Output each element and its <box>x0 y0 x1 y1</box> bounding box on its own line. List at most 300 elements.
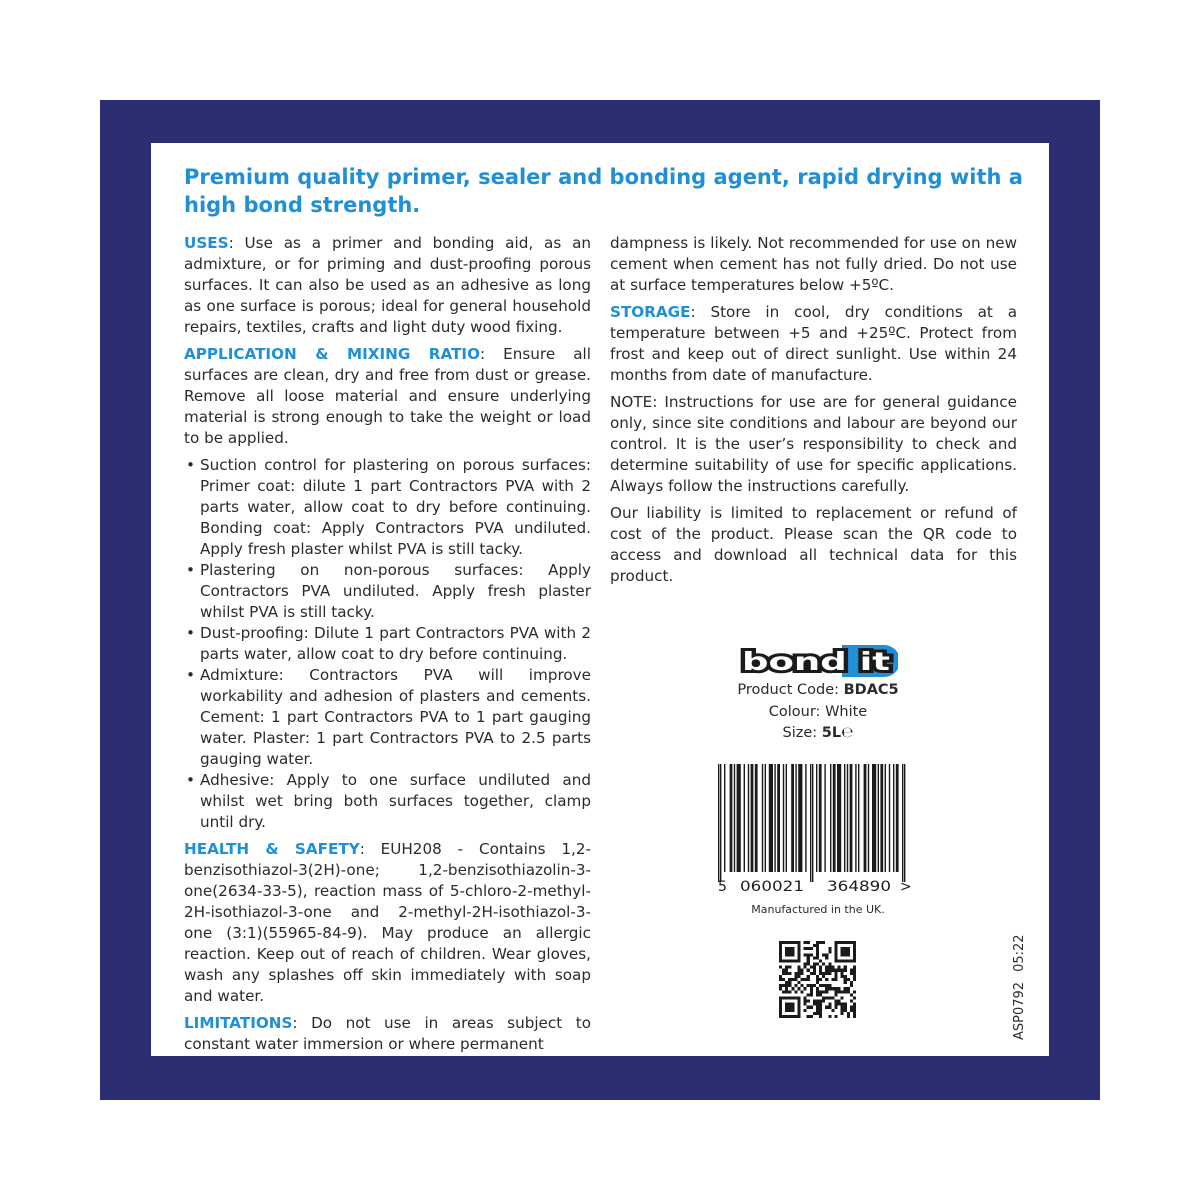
estimated-sign: ℮ <box>841 725 854 741</box>
qr-module <box>834 987 837 990</box>
barcode-bar <box>744 764 745 872</box>
qr-module <box>844 1009 847 1012</box>
qr-finder-module <box>788 1009 791 1012</box>
qr-module <box>834 972 837 975</box>
barcode-bar <box>837 764 841 872</box>
qr-finder-module <box>834 956 837 959</box>
qr-module <box>804 963 807 966</box>
qr-finder-module <box>788 1006 791 1009</box>
qr-finder-module <box>794 941 797 944</box>
qr-module <box>791 978 794 981</box>
qr-module <box>816 941 819 944</box>
qr-module <box>834 978 837 981</box>
qr-finder-module <box>788 950 791 953</box>
barcode-bar <box>850 764 853 872</box>
uses-section <box>184 233 591 338</box>
qr-module <box>850 1009 853 1012</box>
qr-finder-module <box>847 941 850 944</box>
qr-finder-module <box>782 941 785 944</box>
qr-finder-module <box>841 950 844 953</box>
qr-module <box>819 972 822 975</box>
qr-module <box>807 959 810 962</box>
application-label: APPLICATION & MIXING RATIO <box>184 345 480 363</box>
qr-module <box>788 981 791 984</box>
qr-module <box>801 969 804 972</box>
qr-module <box>819 966 822 969</box>
qr-module <box>810 1006 813 1009</box>
qr-finder-module <box>785 996 788 999</box>
bond-it-logo <box>738 641 898 681</box>
qr-finder-module <box>785 941 788 944</box>
qr-finder-module <box>797 956 800 959</box>
qr-module <box>819 969 822 972</box>
qr-module <box>816 963 819 966</box>
list-item: • Dust-proofing: Dilute 1 part Contractors PVA with 2 parts water, allow coat to dry before continuing. <box>184 623 591 665</box>
qr-finder-module <box>791 1015 794 1018</box>
qr-module <box>828 1003 831 1006</box>
qr-module <box>819 959 822 962</box>
qr-module <box>819 993 822 996</box>
barcode-bar <box>795 764 796 872</box>
qr-module <box>834 1000 837 1003</box>
qr-module <box>847 978 850 981</box>
qr-finder-module <box>841 941 844 944</box>
headline: Premium quality primer, sealer and bonding agent, rapid drying with a high bond strength. <box>184 165 1023 217</box>
barcode-bar <box>824 764 825 872</box>
qr-module <box>853 1012 856 1015</box>
barcode-bar <box>737 764 741 872</box>
qr-finder-module <box>797 950 800 953</box>
qr-finder-module <box>785 1015 788 1018</box>
qr-finder-module <box>850 941 853 944</box>
qr-finder-module <box>844 947 847 950</box>
qr-module <box>825 969 828 972</box>
limitations-text: : Do not use in areas subject to constant water immersion or where permanent <box>184 1014 591 1053</box>
qr-module <box>847 987 850 990</box>
qr-module <box>813 969 816 972</box>
qr-finder-module <box>844 941 847 944</box>
qr-finder-module <box>779 953 782 956</box>
qr-finder-module <box>853 941 856 944</box>
qr-module <box>825 956 828 959</box>
qr-module <box>822 963 825 966</box>
qr-module <box>844 969 847 972</box>
qr-module <box>782 969 785 972</box>
qr-module <box>819 941 822 944</box>
qr-module <box>813 963 816 966</box>
limitations-section <box>184 1013 591 1055</box>
qr-module <box>853 972 856 975</box>
qr-module <box>785 966 788 969</box>
health-safety-section <box>184 839 591 1007</box>
qr-module <box>816 947 819 950</box>
qr-module <box>825 978 828 981</box>
qr-module <box>834 993 837 996</box>
barcode-bar <box>872 764 876 872</box>
qr-module <box>819 990 822 993</box>
qr-module <box>816 1006 819 1009</box>
left-column <box>184 233 591 1061</box>
qr-module <box>831 969 834 972</box>
qr-finder-module <box>853 950 856 953</box>
qr-module <box>807 969 810 972</box>
barcode-bar <box>893 764 894 872</box>
qr-module <box>819 1000 822 1003</box>
qr-finder-module <box>788 1015 791 1018</box>
qr-module <box>804 987 807 990</box>
qr-module <box>807 975 810 978</box>
qr-module <box>838 1003 841 1006</box>
qr-module <box>825 953 828 956</box>
qr-module <box>804 1000 807 1003</box>
size-value: 5L <box>821 725 842 741</box>
qr-module <box>782 972 785 975</box>
barcode-bar <box>769 764 773 872</box>
qr-finder-module <box>779 959 782 962</box>
product-code: BDAC5 <box>843 682 899 698</box>
list-item: • Adhesive: Apply to one surface undiluted and whilst wet bring both surfaces together, clamp until dry. <box>184 770 591 833</box>
qr-module <box>822 953 825 956</box>
qr-module <box>797 966 800 969</box>
qr-finder-module <box>797 941 800 944</box>
qr-finder-module <box>853 959 856 962</box>
qr-module <box>804 941 807 944</box>
qr-module <box>810 993 813 996</box>
qr-finder-module <box>782 959 785 962</box>
qr-module <box>834 1006 837 1009</box>
qr-finder-module <box>797 1015 800 1018</box>
barcode-bar <box>844 764 845 872</box>
qr-module <box>804 953 807 956</box>
barcode <box>716 760 912 898</box>
qr-module <box>844 1003 847 1006</box>
qr-finder-module <box>847 959 850 962</box>
storage-label: STORAGE <box>610 303 691 321</box>
qr-module <box>813 956 816 959</box>
qr-module <box>844 987 847 990</box>
health-safety-text: : EUH208 - Contains 1,2-benzisothiazol-3(2H)-one; 1,2-benzisothiazolin-3-one(2634-33-5), reaction mass of 5-chloro-2-methyl-2H-isothiazol-3-one and 2-methyl-2H-isothiazol-3-one (3:1)(55965-84-9). May produce an allergic reaction. Keep out of reach of children. Wear gloves, wash any splashes off skin immediately with soap and water. <box>184 840 591 1005</box>
qr-finder-module <box>779 947 782 950</box>
qr-module <box>841 1012 844 1015</box>
qr-module <box>804 1003 807 1006</box>
barcode-left-digits: 060021 <box>740 879 804 895</box>
qr-module <box>847 1015 850 1018</box>
qr-finder-module <box>797 1012 800 1015</box>
qr-module <box>791 987 794 990</box>
qr-finder-module <box>788 959 791 962</box>
qr-finder-module <box>838 941 841 944</box>
qr-module <box>844 981 847 984</box>
qr-finder-module <box>797 996 800 999</box>
qr-module <box>801 984 804 987</box>
barcode-bar <box>819 764 822 872</box>
qr-module <box>816 956 819 959</box>
qr-module <box>834 975 837 978</box>
barcode-bar <box>774 764 775 872</box>
limitations-continued: dampness is likely. Not recommended for use on new cement when cement has not fully dried. Do not use at surface temperatures below +5ºC. <box>610 234 1017 294</box>
qr-finder-module <box>797 947 800 950</box>
qr-module <box>816 950 819 953</box>
qr-module <box>822 975 825 978</box>
qr-module <box>822 941 825 944</box>
qr-module <box>816 993 819 996</box>
barcode-guard-bar <box>904 764 905 882</box>
qr-finder-module <box>847 950 850 953</box>
qr-finder-module <box>844 953 847 956</box>
reference-number: ASP0792 <box>1012 981 1027 1040</box>
qr-finder-module <box>797 1003 800 1006</box>
uses-label: USES <box>184 234 229 252</box>
barcode-bar <box>730 764 733 872</box>
qr-module <box>841 1009 844 1012</box>
qr-finder-module <box>847 947 850 950</box>
barcode-bar <box>855 764 856 872</box>
storage-text: : Store in cool, dry conditions at a temperature between +5 and +25ºC. Protect from frost and keep out of direct sunlight. Use within 24 months from date of manufacture. <box>610 303 1017 384</box>
qr-finder-module <box>791 1003 794 1006</box>
qr-module <box>847 990 850 993</box>
qr-finder-module <box>797 944 800 947</box>
qr-module <box>807 1006 810 1009</box>
qr-module <box>822 984 825 987</box>
qr-finder-module <box>834 941 837 944</box>
qr-module <box>816 944 819 947</box>
qr-module <box>807 956 810 959</box>
product-code-line: Product Code: BDAC5 <box>737 682 899 698</box>
barcode-guard-bar <box>902 764 903 882</box>
qr-finder-module <box>779 941 782 944</box>
qr-module <box>788 966 791 969</box>
qr-module <box>834 1015 837 1018</box>
qr-module <box>828 972 831 975</box>
qr-module <box>804 996 807 999</box>
colour-value: White <box>825 704 868 720</box>
qr-module <box>838 966 841 969</box>
barcode-bar <box>755 764 758 872</box>
qr-module <box>819 1012 822 1015</box>
qr-module <box>828 984 831 987</box>
barcode-bar <box>868 764 869 872</box>
qr-finder-module <box>788 996 791 999</box>
qr-finder-module <box>782 1015 785 1018</box>
qr-finder-module <box>788 953 791 956</box>
qr-module <box>810 972 813 975</box>
qr-finder-module <box>785 1009 788 1012</box>
health-safety-label: HEALTH & SAFETY <box>184 840 360 858</box>
qr-module <box>804 978 807 981</box>
qr-module <box>801 978 804 981</box>
qr-module <box>816 953 819 956</box>
qr-module <box>816 1003 819 1006</box>
qr-module <box>807 941 810 944</box>
qr-module <box>794 984 797 987</box>
qr-module <box>807 963 810 966</box>
qr-finder-module <box>841 959 844 962</box>
qr-module <box>794 972 797 975</box>
qr-module <box>779 978 782 981</box>
qr-module <box>788 984 791 987</box>
qr-modules <box>779 941 856 1018</box>
qr-module <box>838 969 841 972</box>
qr-module <box>844 978 847 981</box>
qr-finder-module <box>844 959 847 962</box>
qr-module <box>850 1006 853 1009</box>
qr-module <box>782 984 785 987</box>
qr-module <box>825 972 828 975</box>
qr-module <box>810 947 813 950</box>
qr-module <box>828 996 831 999</box>
barcode-bar <box>833 764 836 872</box>
qr-module <box>785 981 788 984</box>
qr-finder-module <box>791 996 794 999</box>
qr-module <box>810 984 813 987</box>
qr-module <box>841 990 844 993</box>
qr-module <box>807 947 810 950</box>
qr-module <box>825 990 828 993</box>
barcode-bar <box>724 764 725 872</box>
barcode-right-digits: 364890 <box>827 879 891 895</box>
qr-module <box>779 984 782 987</box>
barcode-bar <box>816 764 817 872</box>
barcode-bar <box>751 764 754 872</box>
qr-module <box>819 1009 822 1012</box>
qr-module <box>788 972 791 975</box>
qr-finder-module <box>791 953 794 956</box>
barcode-bar <box>734 764 735 872</box>
qr-module <box>807 1015 810 1018</box>
qr-finder-module <box>853 947 856 950</box>
qr-module <box>779 975 782 978</box>
barcode-bar <box>896 764 899 872</box>
qr-module <box>825 996 828 999</box>
qr-finder-module <box>788 947 791 950</box>
qr-module <box>828 1015 831 1018</box>
size-line: Size: 5L℮ <box>782 725 854 741</box>
qr-module <box>797 981 800 984</box>
qr-finder-module <box>779 1000 782 1003</box>
qr-module <box>850 969 853 972</box>
qr-module <box>816 987 819 990</box>
barcode-bar <box>783 764 784 872</box>
reference-code <box>1012 934 1027 1040</box>
qr-finder-module <box>791 1009 794 1012</box>
qr-finder-module <box>850 959 853 962</box>
qr-module <box>831 966 834 969</box>
qr-module <box>816 1009 819 1012</box>
qr-module <box>844 975 847 978</box>
qr-finder-module <box>779 1012 782 1015</box>
qr-module <box>819 1003 822 1006</box>
qr-module <box>816 975 819 978</box>
application-section <box>184 344 591 449</box>
reference-date: 05:22 <box>1012 934 1027 972</box>
qr-module <box>828 987 831 990</box>
qr-finder-module <box>853 953 856 956</box>
qr-module <box>838 1000 841 1003</box>
list-item: • Plastering on non-porous surfaces: Apply Contractors PVA undiluted. Apply fresh plaster whilst PVA is still tacky. <box>184 560 591 623</box>
barcode-bar <box>880 764 883 872</box>
qr-finder-module <box>834 953 837 956</box>
barcode-guard-bar <box>720 764 721 882</box>
qr-finder-module <box>779 1003 782 1006</box>
qr-finder-module <box>788 941 791 944</box>
logo-text: bond it <box>742 647 891 676</box>
qr-module <box>810 953 813 956</box>
qr-module <box>797 975 800 978</box>
qr-module <box>841 972 844 975</box>
qr-finder-module <box>779 1009 782 1012</box>
qr-module <box>816 981 819 984</box>
qr-module <box>853 1015 856 1018</box>
barcode-end-mark: > <box>900 879 912 895</box>
qr-module <box>819 1006 822 1009</box>
qr-code <box>779 941 856 1018</box>
uses-text: : Use as a primer and bonding aid, as an admixture, or for priming and dust-proofing porous surfaces. It can also be used as an adhesive as long as one surface is porous; ideal for general household repairs, textiles, crafts and light duty wood fixing. <box>184 234 591 336</box>
qr-finder-module <box>779 944 782 947</box>
qr-module <box>779 987 782 990</box>
qr-module <box>850 993 853 996</box>
qr-module <box>853 1003 856 1006</box>
qr-finder-module <box>779 956 782 959</box>
qr-finder-module <box>841 947 844 950</box>
qr-module <box>794 975 797 978</box>
qr-module <box>810 966 813 969</box>
qr-module <box>804 947 807 950</box>
qr-module <box>797 969 800 972</box>
barcode-bar <box>798 764 802 872</box>
qr-module <box>804 1009 807 1012</box>
qr-finder-module <box>791 1006 794 1009</box>
barcode-bar <box>830 764 831 872</box>
qr-module <box>822 1000 825 1003</box>
qr-module <box>831 987 834 990</box>
qr-module <box>797 987 800 990</box>
qr-module <box>779 966 782 969</box>
qr-module <box>822 996 825 999</box>
right-column <box>610 233 1017 593</box>
qr-finder-module <box>785 947 788 950</box>
barcode-bar <box>762 764 763 872</box>
manufactured-note: Manufactured in the UK. <box>751 903 885 916</box>
barcode-bar <box>885 764 886 872</box>
colour-line: Colour: White <box>768 704 868 720</box>
qr-module <box>794 978 797 981</box>
barcode-guard-bar <box>718 764 719 882</box>
qr-module <box>831 1009 834 1012</box>
barcode-guard-bar <box>810 764 811 882</box>
qr-module <box>850 972 853 975</box>
application-text: : Ensure all surfaces are clean, dry and free from dust or grease. Remove all loose material and ensure underlying material is strong enough to take the weight or load to be applied. <box>184 345 591 447</box>
qr-module <box>813 972 816 975</box>
qr-module <box>853 1006 856 1009</box>
barcode-bar <box>791 764 794 872</box>
qr-module <box>785 990 788 993</box>
qr-finder-module <box>797 1009 800 1012</box>
barcode-bar <box>889 764 890 872</box>
barcode-bar <box>786 764 787 872</box>
qr-module <box>819 1015 822 1018</box>
qr-module <box>782 990 785 993</box>
qr-module <box>850 984 853 987</box>
qr-module <box>785 987 788 990</box>
barcode-bar <box>777 764 780 872</box>
qr-module <box>807 1000 810 1003</box>
storage-section <box>610 302 1017 386</box>
qr-module <box>828 966 831 969</box>
qr-module <box>822 972 825 975</box>
qr-module <box>816 978 819 981</box>
qr-module <box>813 944 816 947</box>
qr-module <box>853 1009 856 1012</box>
